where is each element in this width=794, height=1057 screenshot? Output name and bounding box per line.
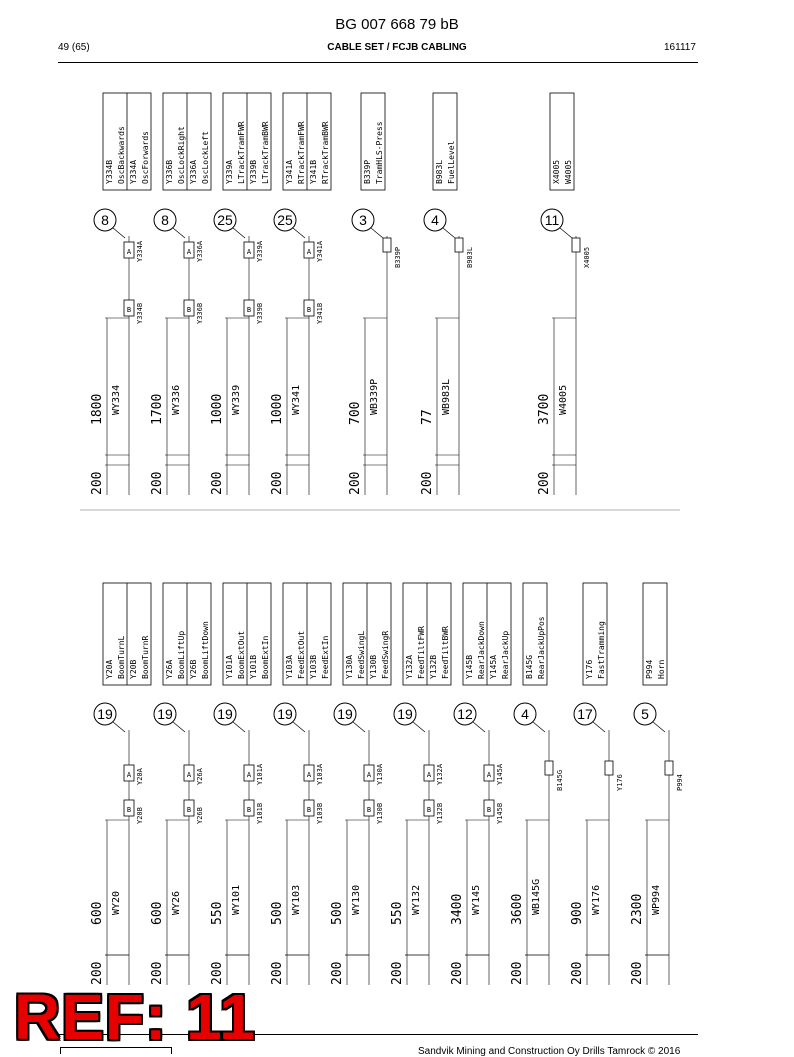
signal-name: BoomTurnL xyxy=(117,635,126,679)
cable-name: WP994 xyxy=(651,884,662,915)
cable-length: 3700 xyxy=(537,393,552,425)
stub-length: 200 xyxy=(270,471,285,495)
signal-name: RTrackTramFWR xyxy=(297,121,306,184)
connector-code: Y334A xyxy=(129,159,138,184)
plug-b-label: B xyxy=(486,806,492,814)
connector-b-label: Y20B xyxy=(136,807,144,824)
sensor-connector xyxy=(605,761,613,775)
plug-a-label: A xyxy=(246,248,252,256)
plug-b-label: B xyxy=(186,306,192,314)
signal-name: FuelLevel xyxy=(447,140,456,184)
connector-a-label: Y132A xyxy=(436,763,444,785)
stub-length: 200 xyxy=(210,961,225,985)
cable-length: 550 xyxy=(390,901,405,925)
signal-name: FastTramming xyxy=(597,621,606,679)
connector-code: X4005 xyxy=(552,159,561,184)
sensor-connector xyxy=(383,238,391,252)
cable-name: WY101 xyxy=(231,884,242,915)
stub-length: 200 xyxy=(510,961,525,985)
connector-a-label: Y145A xyxy=(496,763,504,785)
cable-length: 77 xyxy=(420,409,435,425)
cable-assembly-wy103 xyxy=(270,583,331,985)
item-number: 3 xyxy=(359,212,367,228)
connector-label: B983L xyxy=(466,246,474,268)
stub-length: 200 xyxy=(348,471,363,495)
item-number: 17 xyxy=(577,706,593,722)
plug-b-label: B xyxy=(246,806,252,814)
signal-name: BoomExtIn xyxy=(261,635,270,679)
connector-b-label: Y130B xyxy=(376,802,384,824)
signal-name: RearJackDown xyxy=(477,621,486,679)
connector-code: Y336B xyxy=(165,159,174,184)
connector-label: B145G xyxy=(556,769,564,791)
cable-length: 600 xyxy=(150,901,165,925)
plug-a-label: A xyxy=(486,771,492,779)
connector-a-label: Y339A xyxy=(256,240,264,262)
connector-code: Y132A xyxy=(405,654,414,679)
connector-code: Y334B xyxy=(105,159,114,184)
sensor-connector xyxy=(545,761,553,775)
stub-length: 200 xyxy=(150,961,165,985)
stub-length: 200 xyxy=(210,471,225,495)
connector-code: Y336A xyxy=(189,159,198,184)
connector-code: Y20A xyxy=(105,659,114,679)
stub-length: 200 xyxy=(390,961,405,985)
leader-line xyxy=(473,722,485,732)
cable-length: 3600 xyxy=(510,893,525,925)
stub-length: 200 xyxy=(270,961,285,985)
leader-line xyxy=(593,722,605,732)
signal-name: FeedTiltBWR xyxy=(441,626,450,679)
connector-code: Y145A xyxy=(489,654,498,679)
leader-line xyxy=(113,722,125,732)
cable-name: WY339 xyxy=(231,384,242,415)
connector-code: Y176 xyxy=(585,659,594,679)
cable-length: 500 xyxy=(270,901,285,925)
signal-name: RTrackTramBWR xyxy=(321,121,330,184)
leader-line xyxy=(233,228,245,238)
item-number: 25 xyxy=(277,212,293,228)
ref-stamp: REF: 11 xyxy=(14,981,256,1053)
cable-name: WY145 xyxy=(471,884,482,915)
cable-length: 1000 xyxy=(210,393,225,425)
plug-b-label: B xyxy=(306,306,312,314)
plug-b-label: B xyxy=(126,306,132,314)
footer-copyright: Sandvik Mining and Construction Oy Drills Tamrock © 2016 xyxy=(418,1046,681,1057)
connector-code: Y339A xyxy=(225,159,234,184)
cable-assembly-wy26 xyxy=(150,583,211,985)
signal-name: FeedSwingL xyxy=(357,630,366,679)
connector-code: Y130B xyxy=(369,654,378,679)
leader-line xyxy=(533,722,545,732)
leader-line xyxy=(413,722,425,732)
item-number: 19 xyxy=(277,706,293,722)
plug-a-label: A xyxy=(426,771,432,779)
cable-length: 1000 xyxy=(270,393,285,425)
item-number: 19 xyxy=(97,706,113,722)
item-number: 4 xyxy=(521,706,529,722)
signal-name: LTrackTramBWR xyxy=(261,121,270,184)
connector-a-label: Y26A xyxy=(196,768,204,785)
cable-name: WY334 xyxy=(111,384,122,415)
leader-line xyxy=(293,228,305,238)
connector-a-label: Y101A xyxy=(256,763,264,785)
cable-assembly-wy145 xyxy=(450,583,511,985)
cable-assembly-wb983l xyxy=(420,93,474,495)
cable-assembly-w4005 xyxy=(537,93,591,495)
stub-length: 200 xyxy=(570,961,585,985)
cable-assembly-wy20 xyxy=(90,583,151,985)
item-number: 25 xyxy=(217,212,233,228)
cable-assembly-wy334 xyxy=(90,93,151,495)
connector-a-label: Y103A xyxy=(316,763,324,785)
item-number: 19 xyxy=(397,706,413,722)
item-number: 8 xyxy=(161,212,169,228)
cable-name: WY132 xyxy=(411,884,422,915)
signal-name: BoomLiftDown xyxy=(201,621,210,679)
cable-length: 2300 xyxy=(630,893,645,925)
cable-assembly-wy132 xyxy=(390,583,451,985)
connector-code: Y103A xyxy=(285,654,294,679)
signal-name: Horn xyxy=(657,659,666,679)
connector-a-label: Y341A xyxy=(316,240,324,262)
plug-a-label: A xyxy=(126,771,132,779)
connector-label: P994 xyxy=(676,774,684,791)
leader-line xyxy=(653,722,665,732)
document-number: BG 007 668 79 bB xyxy=(335,16,459,33)
stub-length: 200 xyxy=(150,471,165,495)
signal-name: OscForwards xyxy=(141,131,150,184)
stub-length: 200 xyxy=(537,471,552,495)
cable-name: WY176 xyxy=(591,884,602,915)
plug-a-label: A xyxy=(366,771,372,779)
connector-b-label: Y132B xyxy=(436,802,444,824)
connector-label: X4005 xyxy=(583,246,591,268)
cable-assembly-wy130 xyxy=(330,583,391,985)
stub-length: 200 xyxy=(90,471,105,495)
plug-b-label: B xyxy=(306,806,312,814)
sensor-connector xyxy=(572,238,580,252)
sensor-connector xyxy=(665,761,673,775)
page-number: 49 (65) xyxy=(58,42,90,53)
leader-line xyxy=(560,228,572,238)
connector-b-label: Y145B xyxy=(496,802,504,824)
connector-code: Y103B xyxy=(309,654,318,679)
leader-line xyxy=(353,722,365,732)
item-number: 4 xyxy=(431,212,439,228)
connector-b-label: Y339B xyxy=(256,302,264,324)
leader-line xyxy=(233,722,245,732)
leader-line xyxy=(173,722,185,732)
signal-name: FeedSwingR xyxy=(381,630,390,679)
connector-b-label: Y341B xyxy=(316,302,324,324)
connector-a-label: Y20A xyxy=(136,768,144,785)
cable-assembly-wy341 xyxy=(270,93,331,495)
cable-assembly-wy101 xyxy=(210,583,271,985)
leader-line xyxy=(173,228,185,238)
cable-assembly-wy336 xyxy=(150,93,211,495)
connector-label: Y176 xyxy=(616,774,624,791)
leader-line xyxy=(371,228,383,238)
stub-length: 200 xyxy=(420,471,435,495)
cable-name: WB145G xyxy=(531,878,542,915)
cable-assembly-wy176 xyxy=(570,583,624,985)
cable-length: 3400 xyxy=(450,893,465,925)
connector-b-label: Y334B xyxy=(136,302,144,324)
plug-a-label: A xyxy=(126,248,132,256)
cable-length: 1800 xyxy=(90,393,105,425)
cable-assembly-wp994 xyxy=(630,583,684,985)
signal-name: W4005 xyxy=(564,159,573,184)
connector-code: Y101B xyxy=(249,654,258,679)
document-date: 161117 xyxy=(664,42,696,53)
stub-length: 200 xyxy=(90,961,105,985)
plug-a-label: A xyxy=(246,771,252,779)
cable-assembly-wb339p xyxy=(348,93,402,495)
cable-length: 550 xyxy=(210,901,225,925)
plug-a-label: A xyxy=(306,771,312,779)
plug-a-label: A xyxy=(186,771,192,779)
signal-name: BoomTurnR xyxy=(141,635,150,679)
cable-name: W4005 xyxy=(558,384,569,415)
stub-length: 200 xyxy=(330,961,345,985)
cable-length: 1700 xyxy=(150,393,165,425)
cable-name: WB983L xyxy=(441,378,452,415)
connector-code: Y26A xyxy=(165,659,174,679)
signal-name: BoomExtOut xyxy=(237,630,246,679)
signal-name: OscLockLeft xyxy=(201,131,210,184)
plug-a-label: A xyxy=(306,248,312,256)
connector-code: Y132B xyxy=(429,654,438,679)
cable-name: WY20 xyxy=(111,890,122,915)
connector-code: Y20B xyxy=(129,659,138,679)
connector-code: B339P xyxy=(363,159,372,184)
connector-code: Y26B xyxy=(189,659,198,679)
signal-name: FeedExtOut xyxy=(297,630,306,679)
stub-length: 200 xyxy=(630,961,645,985)
connector-a-label: Y130A xyxy=(376,763,384,785)
item-number: 5 xyxy=(641,706,649,722)
connector-b-label: Y26B xyxy=(196,807,204,824)
item-number: 12 xyxy=(457,706,473,722)
cable-name: WY130 xyxy=(351,884,362,915)
connector-code: Y341A xyxy=(285,159,294,184)
plug-a-label: A xyxy=(186,248,192,256)
connector-code: B983L xyxy=(435,159,444,184)
signal-name: FeedTiltFWR xyxy=(417,626,426,679)
cable-name: WY336 xyxy=(171,384,182,415)
connector-code: P994 xyxy=(645,659,654,679)
leader-line xyxy=(443,228,455,238)
plug-b-label: B xyxy=(126,806,132,814)
signal-name: LTrackTramFWR xyxy=(237,121,246,184)
leader-line xyxy=(293,722,305,732)
cable-name: WY103 xyxy=(291,884,302,915)
connector-code: Y341B xyxy=(309,159,318,184)
sensor-connector xyxy=(455,238,463,252)
connector-b-label: Y103B xyxy=(316,802,324,824)
connector-b-label: Y336B xyxy=(196,302,204,324)
stub-length: 200 xyxy=(450,961,465,985)
plug-b-label: B xyxy=(186,806,192,814)
connector-code: Y145B xyxy=(465,654,474,679)
cable-length: 900 xyxy=(570,901,585,925)
cable-name: WY341 xyxy=(291,384,302,415)
cable-assembly-wy339 xyxy=(210,93,271,495)
item-number: 8 xyxy=(101,212,109,228)
cable-length: 600 xyxy=(90,901,105,925)
item-number: 19 xyxy=(157,706,173,722)
signal-name: FeedExtIn xyxy=(321,635,330,679)
cable-length: 700 xyxy=(348,401,363,425)
signal-name: OscBackwards xyxy=(117,126,126,184)
item-number: 11 xyxy=(544,212,560,228)
connector-b-label: Y101B xyxy=(256,802,264,824)
cable-name: WY26 xyxy=(171,890,182,915)
signal-name: OscLockRight xyxy=(177,126,186,184)
plug-b-label: B xyxy=(246,306,252,314)
connector-code: B145G xyxy=(525,654,534,679)
section-title: CABLE SET / FCJB CABLING xyxy=(327,42,467,53)
leader-line xyxy=(113,228,125,238)
signal-name: RearJackUpPos xyxy=(537,616,546,679)
plug-b-label: B xyxy=(426,806,432,814)
cable-length: 500 xyxy=(330,901,345,925)
connector-code: Y130A xyxy=(345,654,354,679)
cable-assembly-wb145g xyxy=(510,583,564,985)
cable-name: WB339P xyxy=(369,378,380,415)
signal-name: RearJackUp xyxy=(501,630,510,679)
connector-a-label: Y336A xyxy=(196,240,204,262)
connector-a-label: Y334A xyxy=(136,240,144,262)
connector-code: Y339B xyxy=(249,159,258,184)
connector-code: Y101A xyxy=(225,654,234,679)
plug-b-label: B xyxy=(366,806,372,814)
signal-name: TramHLS-Press xyxy=(375,121,384,184)
item-number: 19 xyxy=(217,706,233,722)
connector-label: B339P xyxy=(394,246,402,268)
item-number: 19 xyxy=(337,706,353,722)
signal-name: BoomLiftUp xyxy=(177,630,186,679)
